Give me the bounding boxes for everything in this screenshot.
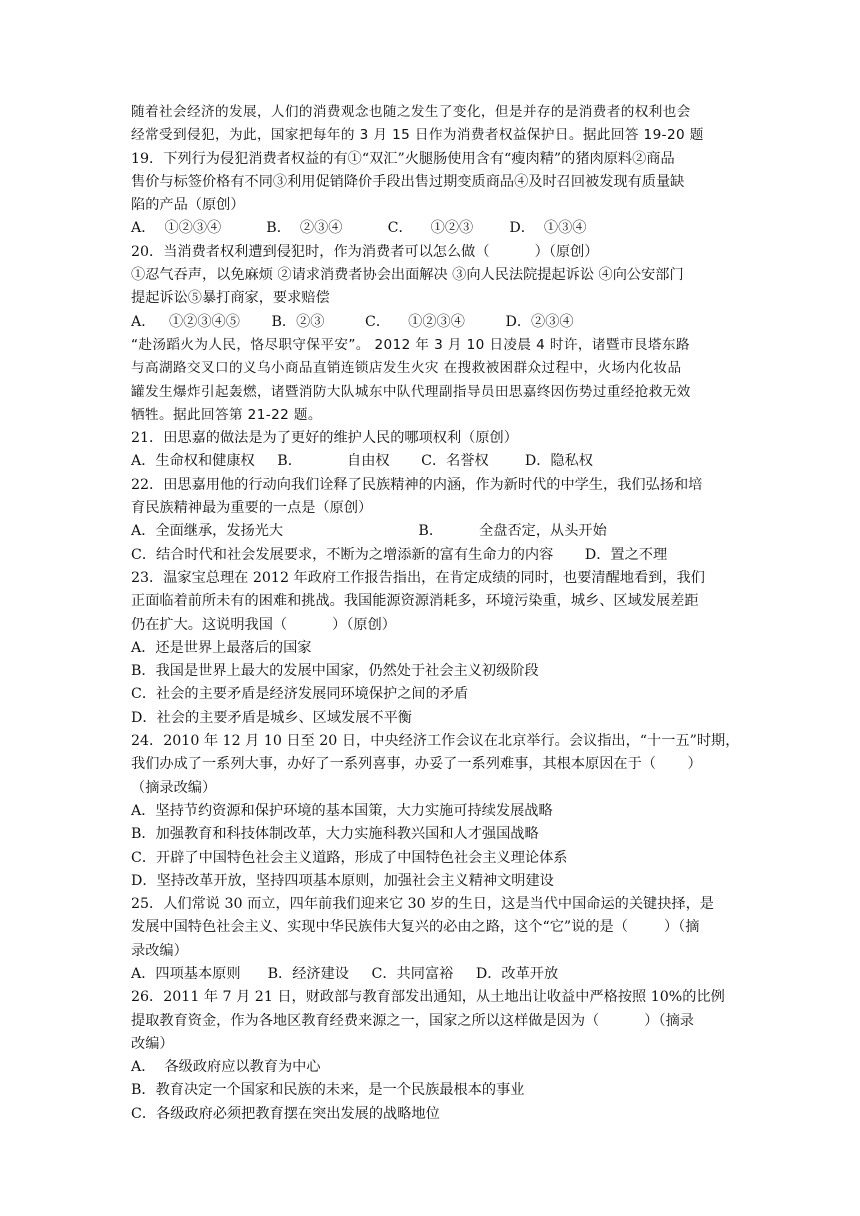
question-line: 20．当消费者权利遭到侵犯时，作为消费者可以怎么做（ ）（原创） xyxy=(131,243,599,260)
question-line: A． 各级政府应以教育为中心 xyxy=(131,1059,321,1076)
question-line: 26．2011 年 7 月 21 日，财政部与教育部发出通知，从土地出让收益中严格按照 10%的比例 xyxy=(131,989,725,1006)
question-line: 24．2010 年 12 月 10 日至 20 日，中央经济工作会议在北京举行。会议指出，“十一五”时期， xyxy=(131,733,740,750)
question-line: 提取教育资金，作为各地区教育经费来源之一，国家之所以这样做是因为（ ）（摘录 xyxy=(131,1012,694,1029)
question-line: C．开辟了中国特色社会主义道路，形成了中国特色社会主义理论体系 xyxy=(131,849,568,866)
question-line: A．坚持节约资源和保护环境的基本国策，大力实施可持续发展战略 xyxy=(131,802,553,819)
question-line: 19．下列行为侵犯消费者权益的有①“双汇”火腿肠使用含有“瘦肉精”的猪肉原料②商品 xyxy=(131,150,675,167)
question-line: A．全面继承，发扬光大 B． 全盘否定，从头开始 xyxy=(131,523,607,540)
passage-line: 罐发生爆炸引起轰燃，诸暨消防大队城东中队代理副指导员田思嘉终因伤势过重经抢救无效 xyxy=(131,383,691,400)
question-line: 售价与标签价格有不同③利用促销降价手段出售过期变质商品④及时召回被发现有质量缺 xyxy=(131,173,685,190)
question-line: 21．田思嘉的做法是为了更好的维护人民的哪项权利（原创） xyxy=(131,430,518,447)
question-line: B．教育决定一个国家和民族的未来，是一个民族最根本的事业 xyxy=(131,1082,525,1099)
question-line: A．生命权和健康权 B． 自由权 C．名誉权 D．隐私权 xyxy=(131,453,593,470)
question-line: 仍在扩大。这说明我国（ ）（原创） xyxy=(131,616,396,633)
question-line: D．社会的主要矛盾是城乡、区域发展不平衡 xyxy=(131,709,412,726)
question-line: C．各级政府必须把教育摆在突出发展的战略地位 xyxy=(131,1105,440,1122)
passage-line: 与高湖路交叉口的义乌小商品直销连锁店发生火灾 在搜救被困群众过程中，火场内化妆品 xyxy=(131,360,682,377)
question-line: 育民族精神最为重要的一点是（原创） xyxy=(131,500,373,517)
question-line: A． ①②③④ B． ②③④ C． ①②③ D． ①③④ xyxy=(131,220,587,237)
question-line: 改编） xyxy=(131,1035,174,1052)
question-line: A．还是世界上最落后的国家 xyxy=(131,639,312,656)
question-line: 提起诉讼⑤暴打商家，要求赔偿 xyxy=(131,290,330,307)
exam-page xyxy=(131,101,740,1126)
passage-line: 随着社会经济的发展，人们的消费观念也随之发生了变化，但是并存的是消费者的权利也会 xyxy=(131,104,691,120)
question-line: C．社会的主要矛盾是经济发展同环境保护之间的矛盾 xyxy=(131,686,469,703)
question-line: （摘录改编） xyxy=(131,779,217,796)
question-line: 25．人们常说 30 而立，四年前我们迎来它 30 岁的生日，这是当代中国命运的关键抉择，是 xyxy=(131,896,714,913)
question-line: ①忍气吞声，以免麻烦 ②请求消费者协会出面解决 ③向人民法院提起诉讼 ④向公安部门 xyxy=(131,267,684,284)
question-line: C．结合时代和社会发展要求，不断为之增添新的富有生命力的内容 D．置之不理 xyxy=(131,546,668,563)
question-line: B．我国是世界上最大的发展中国家，仍然处于社会主义初级阶段 xyxy=(131,663,539,680)
passage-line: 牺牲。据此回答第 21-22 题。 xyxy=(131,406,322,423)
question-line: 22．田思嘉用他的行动向我们诠释了民族精神的内涵，作为新时代的中学生，我们弘扬和培 xyxy=(131,476,703,493)
passage-line: 经常受到侵犯，为此，国家把每年的 3 月 15 日作为消费者权益保护日。据此回答 19-20 题 xyxy=(131,127,704,144)
question-line: 我们办成了一系列大事，办好了一系列喜事，办妥了一系列难事，其根本原因在于（ ） xyxy=(131,756,702,773)
question-line: A． ①②③④⑤ B．②③ C． ①②③④ D．②③④ xyxy=(131,313,574,330)
question-line: D．坚持改革开放，坚持四项基本原则，加强社会主义精神文明建设 xyxy=(131,872,554,889)
question-line: 23．温家宝总理在 2012 年政府工作报告指出，在肯定成绩的同时，也要清醒地看到，我们 xyxy=(131,569,705,586)
question-line: A．四项基本原则 B．经济建设 C．共同富裕 D．改革开放 xyxy=(131,965,559,982)
passage-line: “赴汤蹈火为人民，恪尽职守保平安”。 2012 年 3 月 10 日凌晨 4 时许，诸暨市艮塔东路 xyxy=(131,336,690,353)
question-line: 发展中国特色社会主义、实现中华民族伟大复兴的必由之路，这个“它”说的是（ ）（摘 xyxy=(131,919,700,936)
question-line: 陷的产品（原创） xyxy=(131,197,245,214)
question-line: B．加强教育和科技体制改革，大力实施科教兴国和人才强国战略 xyxy=(131,826,539,843)
question-line: 录改编） xyxy=(131,942,188,959)
question-line: 正面临着前所未有的困难和挑战。我国能源资源消耗多，环境污染重，城乡、区域发展差距 xyxy=(131,593,699,610)
